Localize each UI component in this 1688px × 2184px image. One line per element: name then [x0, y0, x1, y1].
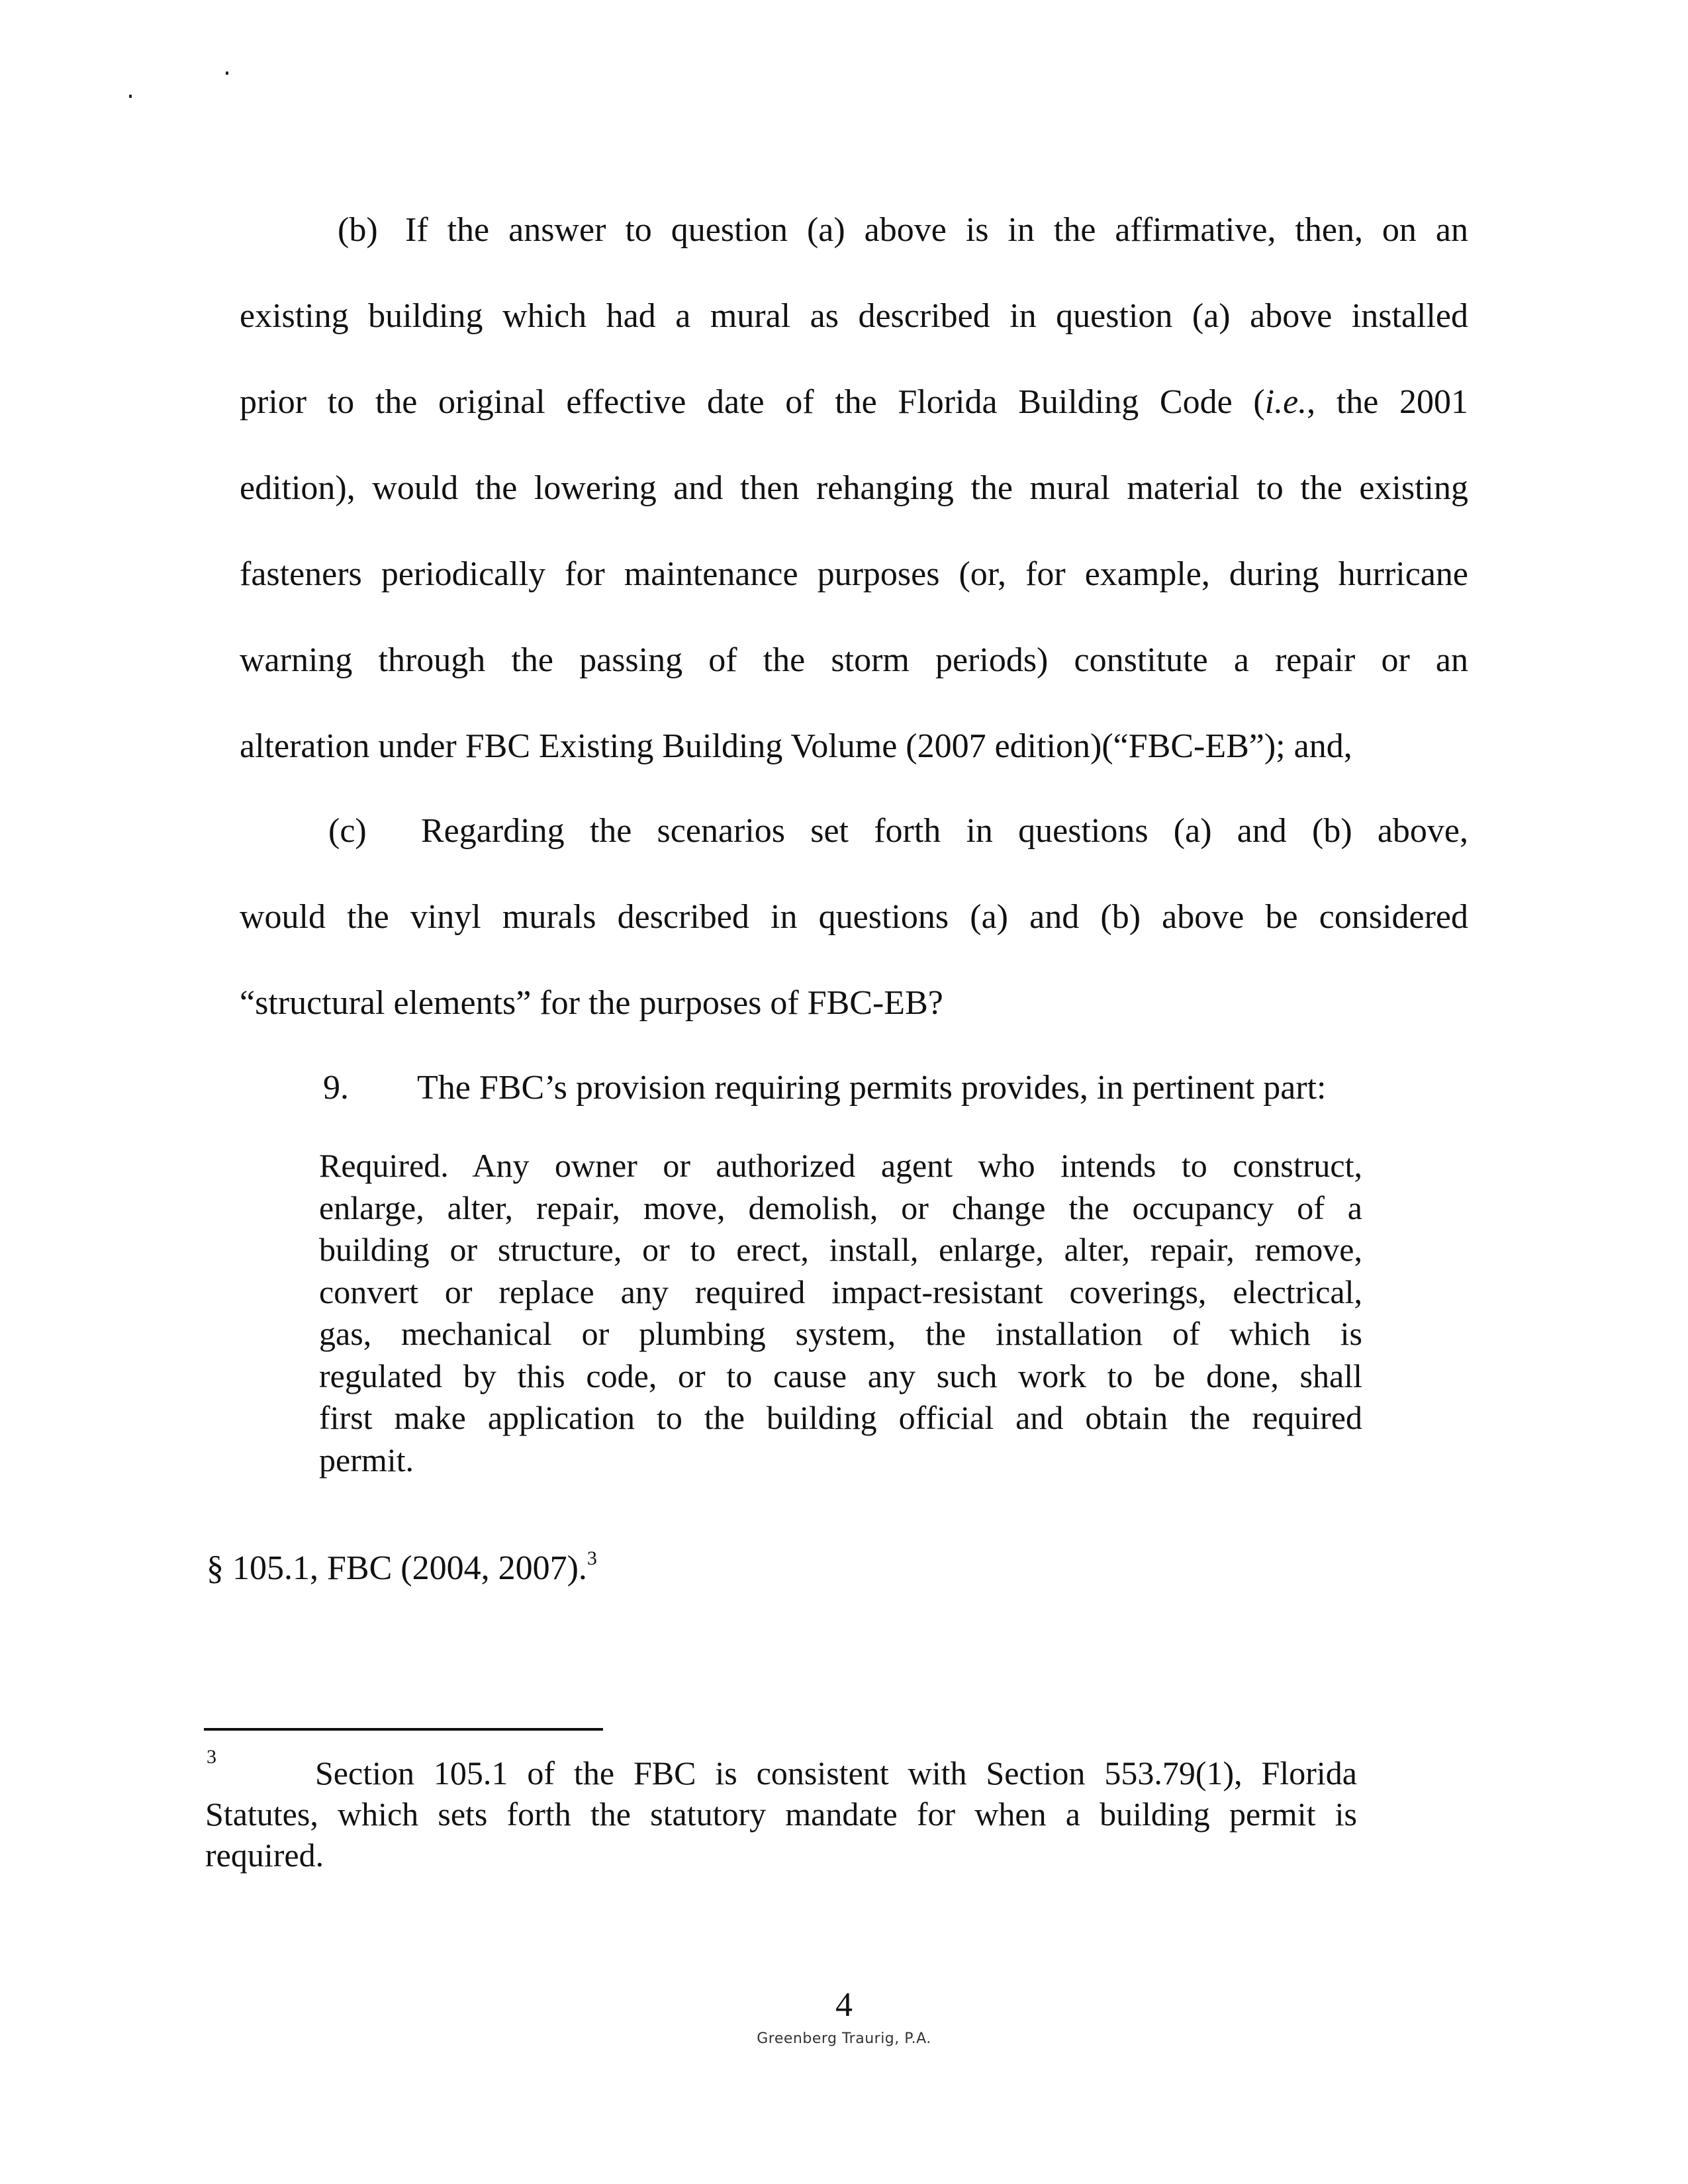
block-quote-line: regulated by this code, or to cause any such work to be done, shall: [319, 1357, 1362, 1394]
block-quote-line: Required. Any owner or authorized agent who intends to construct,: [319, 1147, 1362, 1184]
block-quote: [319, 1145, 1362, 1481]
paragraph-b-text-tail: , the 2001: [1307, 383, 1469, 421]
footnote: [205, 1752, 1357, 1876]
footnote-line: Section 105.1 of the FBC is consistent with Section 553.79(1), Florida: [315, 1754, 1357, 1792]
footnote-marker: 3: [207, 1746, 216, 1768]
scan-speck: [129, 95, 132, 98]
paragraph-b-label: (b): [338, 211, 378, 249]
paragraph-b-line: edition), would the lowering and then rehanging the mural material to the existing: [240, 469, 1468, 507]
paragraph-b-line: alteration under FBC Existing Building Volume (2007 edition)(“FBC-EB”); and,: [240, 727, 1352, 765]
citation-text: § 105.1, FBC (2004, 2007).: [207, 1549, 587, 1587]
paragraph-c-line: “structural elements” for the purposes of FBC-EB?: [240, 984, 943, 1022]
citation: [207, 1549, 597, 1588]
block-quote-line: convert or replace any required impact-resistant coverings, electrical,: [319, 1273, 1362, 1310]
paragraph-c-line: Regarding the scenarios set forth in questions (a) and (b) above,: [421, 812, 1468, 850]
footnote-separator: [204, 1728, 603, 1731]
page-number: 4: [835, 1986, 853, 2024]
footnote-reference[interactable]: 3: [586, 1547, 597, 1569]
paragraph-c-label: (c): [328, 812, 367, 850]
paragraph-b-line: If the answer to question (a) above is in the affirmative, then, on an: [405, 211, 1468, 249]
scan-speck: [226, 71, 228, 75]
footnote-line: Statutes, which sets forth the statutory mandate for when a building permit is: [205, 1796, 1357, 1833]
paragraph-b-line: fasteners periodically for maintenance purposes (or, for example, during hurricane: [240, 555, 1468, 593]
paragraph-9-number: 9.: [323, 1069, 349, 1107]
block-quote-line: permit.: [319, 1441, 414, 1479]
block-quote-line: enlarge, alter, repair, move, demolish, or change the occupancy of a: [319, 1189, 1362, 1226]
block-quote-line: gas, mechanical or plumbing system, the installation of which is: [319, 1315, 1362, 1352]
paragraph-b-line: existing building which had a mural as described in question (a) above installed: [240, 297, 1468, 335]
footer-firm-name: Greenberg Traurig, P.A.: [757, 2030, 931, 2047]
block-quote-line: building or structure, or to erect, install, enlarge, alter, repair, remove,: [319, 1231, 1362, 1268]
block-quote-line: first make application to the building official and obtain the required: [319, 1399, 1362, 1436]
paragraph-b-text: prior to the original effective date of the Florida Building Code (: [240, 383, 1265, 421]
paragraph-9-text: The FBC’s provision requiring permits provides, in pertinent part:: [417, 1069, 1327, 1107]
paragraph-b-italic-ie: i.e.: [1264, 383, 1307, 421]
footnote-line: required.: [205, 1837, 324, 1874]
paragraph-b-line: warning through the passing of the storm periods) constitute a repair or an: [240, 641, 1468, 679]
paragraph-c-line: would the vinyl murals described in questions (a) and (b) above be considered: [240, 898, 1468, 936]
paragraph-b-line: [240, 383, 1468, 422]
